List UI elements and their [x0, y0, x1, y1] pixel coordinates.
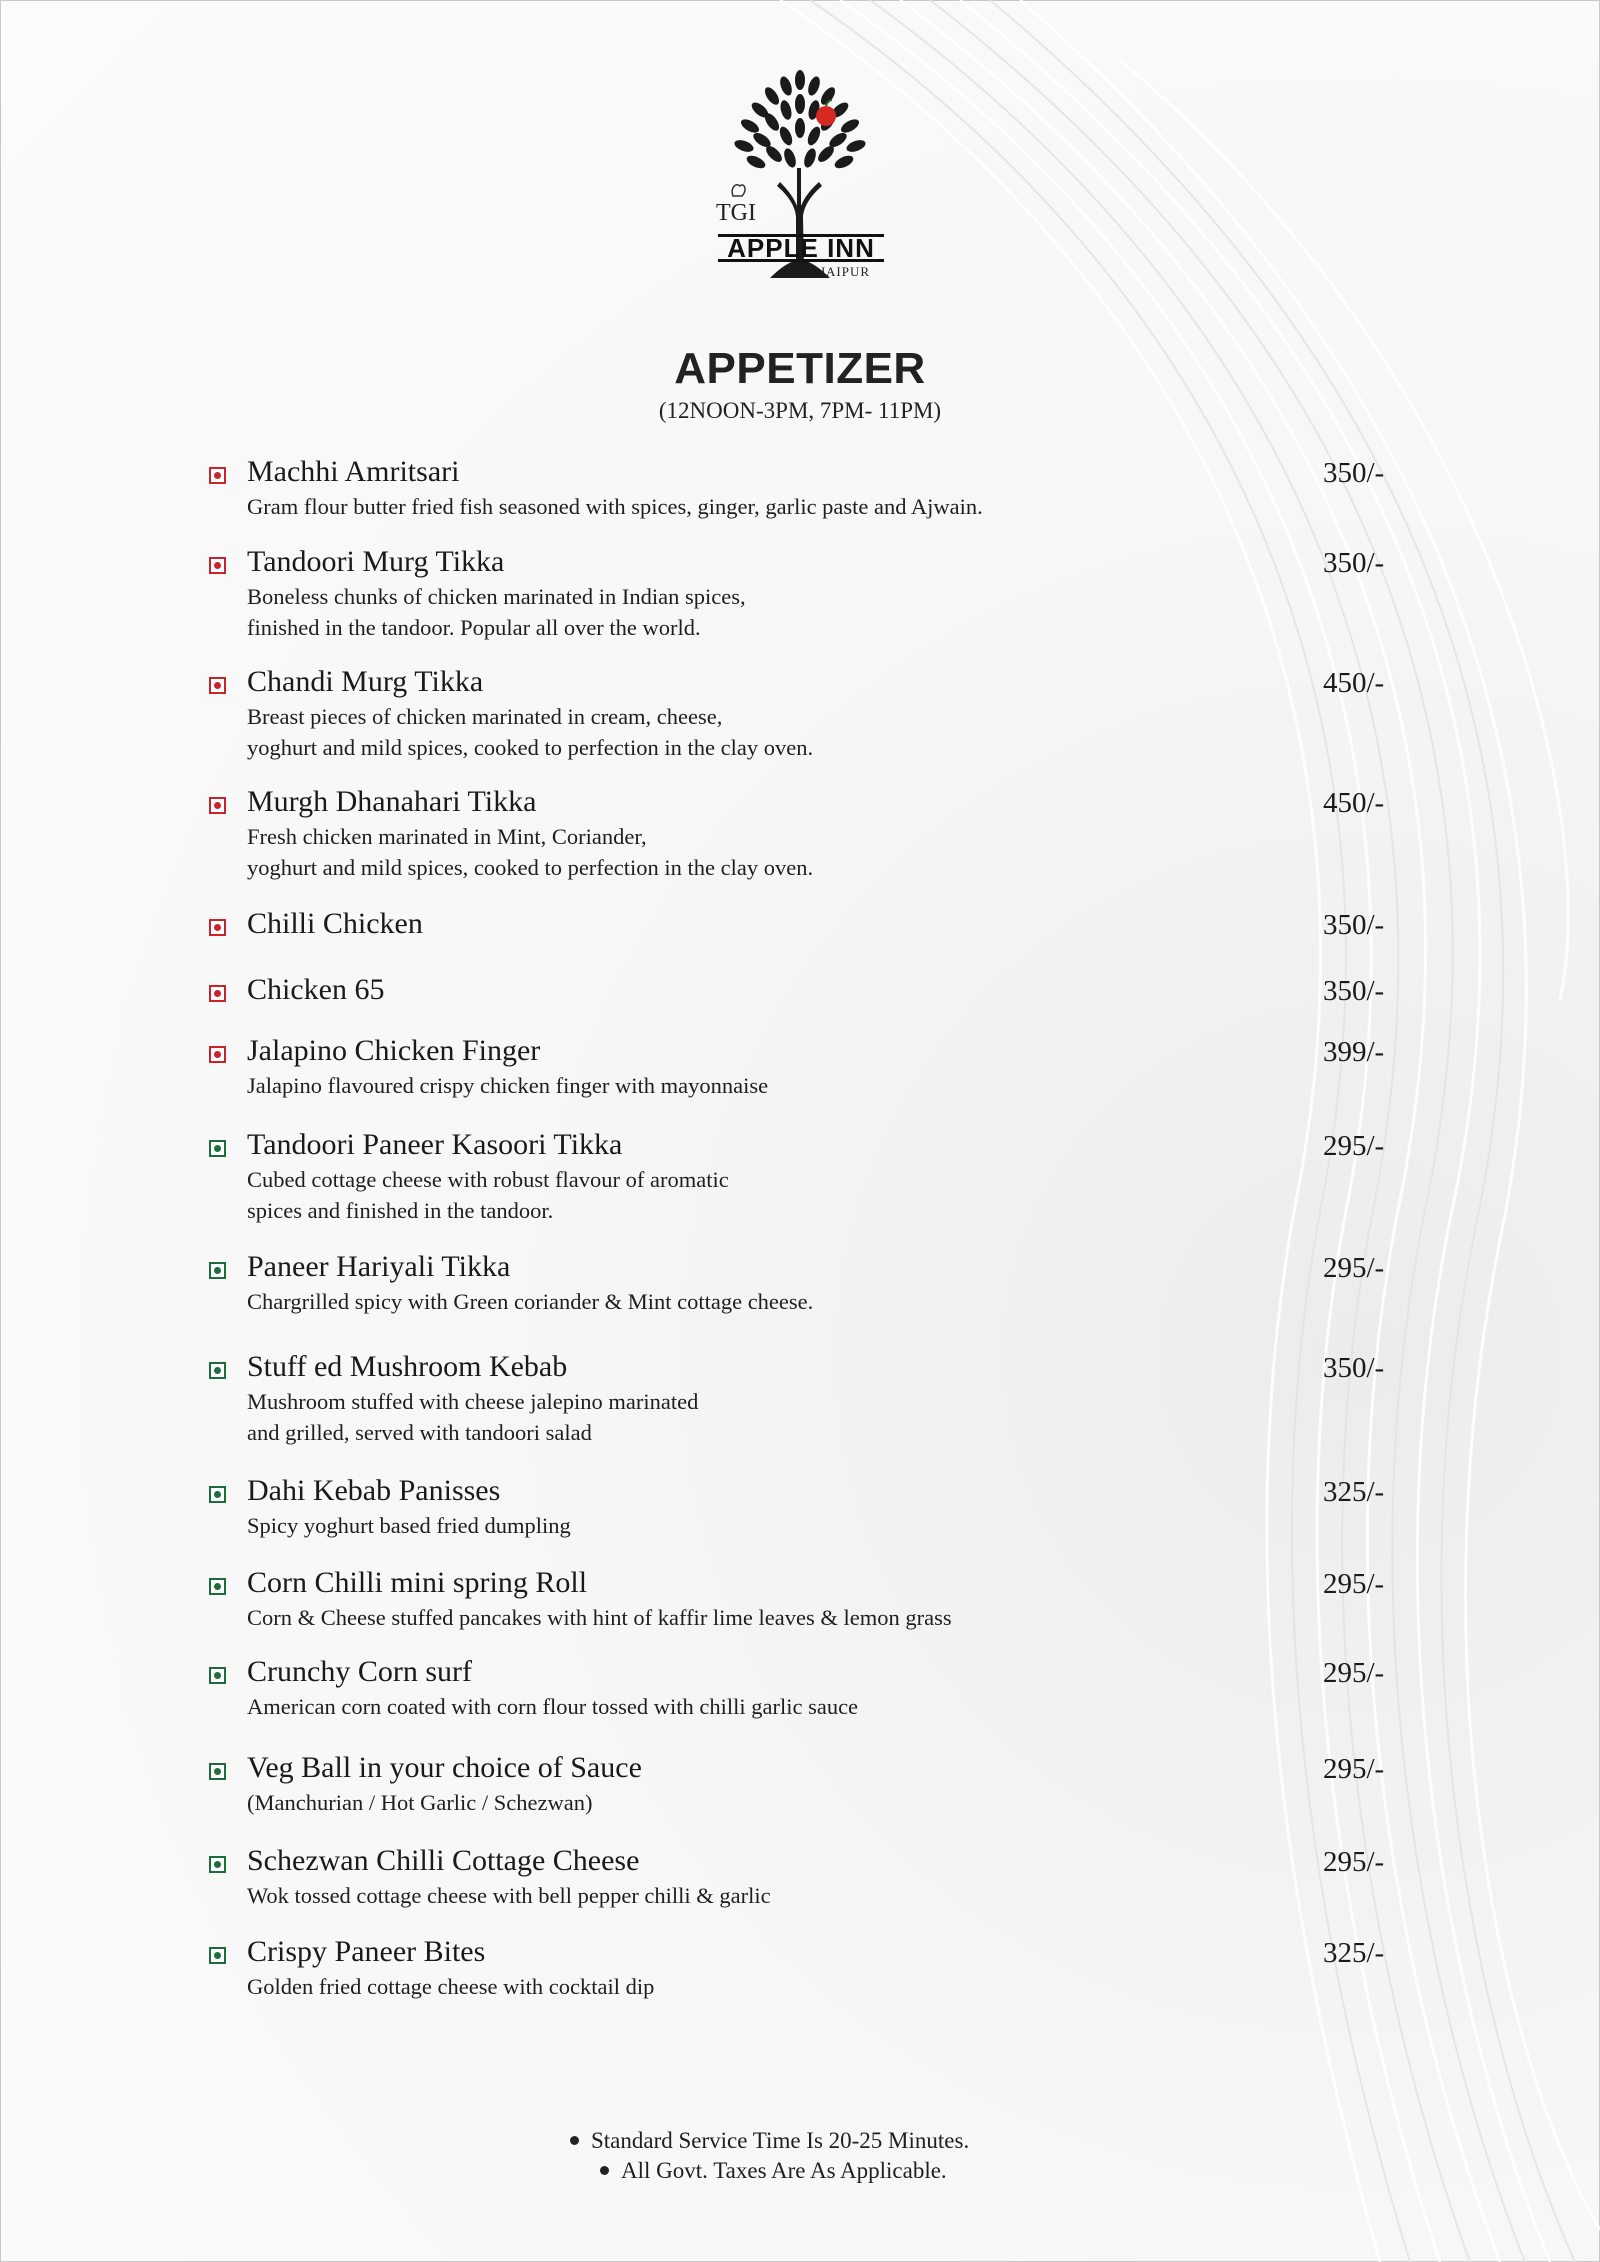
page-title: APPETIZER	[674, 344, 926, 393]
menu-item-name: Veg Ball in your choice of Sauce	[247, 1751, 642, 1784]
menu-item-name: Stuff ed Mushroom Kebab	[247, 1350, 568, 1383]
menu-item-price: 350/-	[1323, 457, 1385, 489]
non-veg-mark-icon	[209, 557, 226, 574]
menu-item-name: Chandi Murg Tikka	[247, 665, 484, 698]
non-veg-mark-icon	[209, 677, 226, 694]
veg-mark-icon	[209, 1140, 226, 1157]
menu-item-description: Breast pieces of chicken marinated in cream, cheese,	[247, 704, 723, 729]
menu-item-price: 295/-	[1323, 1252, 1385, 1284]
menu-item-description-line2: and grilled, served with tandoori salad	[247, 1420, 592, 1445]
menu-item-description: Golden fried cottage cheese with cocktail dip	[247, 1974, 655, 1999]
brand-prefix: TGI	[716, 200, 756, 226]
menu-item-description: Boneless chunks of chicken marinated in Indian spices,	[247, 584, 746, 609]
menu-item-name: Schezwan Chilli Cottage Cheese	[247, 1844, 640, 1877]
menu-item-description: American corn coated with corn flour tossed with chilli garlic sauce	[247, 1694, 859, 1719]
menu-item-name: Corn Chilli mini spring Roll	[247, 1566, 588, 1599]
menu-item-description-line2: yoghurt and mild spices, cooked to perfection in the clay oven.	[247, 855, 814, 880]
menu-item-name: Tandoori Paneer Kasoori Tikka	[247, 1128, 623, 1161]
menu-item-price: 399/-	[1323, 1036, 1385, 1068]
service-time-text: Standard Service Time Is 20-25 Minutes.	[591, 2128, 970, 2153]
menu-item-price: 295/-	[1323, 1846, 1385, 1878]
non-veg-mark-icon	[209, 919, 226, 936]
menu-item-description-line2: yoghurt and mild spices, cooked to perfection in the clay oven.	[247, 735, 814, 760]
menu-item-name: Chilli Chicken	[247, 907, 423, 940]
footer-note-service	[570, 2128, 969, 2154]
menu-item-description-line2: finished in the tandoor. Popular all over the world.	[247, 615, 701, 640]
menu-item-price: 350/-	[1323, 547, 1385, 579]
apple-icon	[816, 106, 836, 126]
menu-item-description: Mushroom stuffed with cheese jalepino marinated	[247, 1389, 699, 1414]
menu-item-name: Chicken 65	[247, 973, 385, 1006]
veg-mark-icon	[209, 1362, 226, 1379]
veg-mark-icon	[209, 1763, 226, 1780]
veg-mark-icon	[209, 1856, 226, 1873]
menu-item-price: 325/-	[1323, 1476, 1385, 1508]
menu-item-description: Chargrilled spicy with Green coriander & Mint cottage cheese.	[247, 1289, 814, 1314]
footer-note-taxes	[600, 2158, 947, 2184]
menu-item-price: 295/-	[1323, 1657, 1385, 1689]
menu-item-description: (Manchurian / Hot Garlic / Schezwan)	[247, 1790, 593, 1815]
serving-hours: (12NOON-3PM, 7PM- 11PM)	[658, 398, 942, 423]
menu-item-price: 295/-	[1323, 1753, 1385, 1785]
menu-item-description: Fresh chicken marinated in Mint, Coriander,	[247, 824, 647, 849]
brand-name: APPLE INN	[718, 234, 884, 262]
menu-item-price: 295/-	[1323, 1568, 1385, 1600]
menu-item-name: Jalapino Chicken Finger	[247, 1034, 541, 1067]
menu-item-price: 350/-	[1323, 975, 1385, 1007]
menu-item-price: 450/-	[1323, 667, 1385, 699]
bullet-icon	[600, 2166, 609, 2175]
menu-item-name: Paneer Hariyali Tikka	[247, 1250, 511, 1283]
veg-mark-icon	[209, 1947, 226, 1964]
bullet-icon	[570, 2136, 579, 2145]
veg-mark-icon	[209, 1262, 226, 1279]
brand-city: JAIPUR	[819, 264, 871, 279]
menu-item-description-line2: spices and finished in the tandoor.	[247, 1198, 554, 1223]
menu-item-description: Cubed cottage cheese with robust flavour of aromatic	[247, 1167, 729, 1192]
non-veg-mark-icon	[209, 467, 226, 484]
menu-item-description: Gram flour butter fried fish seasoned with spices, ginger, garlic paste and Ajwain.	[247, 494, 983, 519]
menu-item-price: 295/-	[1323, 1130, 1385, 1162]
menu-item-name: Machhi Amritsari	[247, 455, 460, 488]
menu-item-name: Crunchy Corn surf	[247, 1655, 472, 1688]
menu-item-description: Corn & Cheese stuffed pancakes with hint of kaffir lime leaves & lemon grass	[247, 1605, 952, 1630]
menu-item-price: 450/-	[1323, 787, 1385, 819]
non-veg-mark-icon	[209, 1046, 226, 1063]
menu-item-name: Murgh Dhanahari Tikka	[247, 785, 537, 818]
menu-item-price: 350/-	[1323, 1352, 1385, 1384]
veg-mark-icon	[209, 1486, 226, 1503]
menu-item-price: 350/-	[1323, 909, 1385, 941]
veg-mark-icon	[209, 1578, 226, 1595]
menu-item-description: Wok tossed cottage cheese with bell pepper chilli & garlic	[247, 1883, 771, 1908]
taxes-text: All Govt. Taxes Are As Applicable.	[621, 2158, 947, 2183]
menu-item-price: 325/-	[1323, 1937, 1385, 1969]
veg-mark-icon	[209, 1667, 226, 1684]
menu-item-description: Spicy yoghurt based fried dumpling	[247, 1513, 571, 1538]
non-veg-mark-icon	[209, 797, 226, 814]
menu-item-name: Tandoori Murg Tikka	[247, 545, 505, 578]
menu-item-description: Jalapino flavoured crispy chicken finger with mayonnaise	[247, 1073, 769, 1098]
menu-item-name: Dahi Kebab Panisses	[247, 1474, 501, 1507]
non-veg-mark-icon	[209, 985, 226, 1002]
menu-item-name: Crispy Paneer Bites	[247, 1935, 486, 1968]
